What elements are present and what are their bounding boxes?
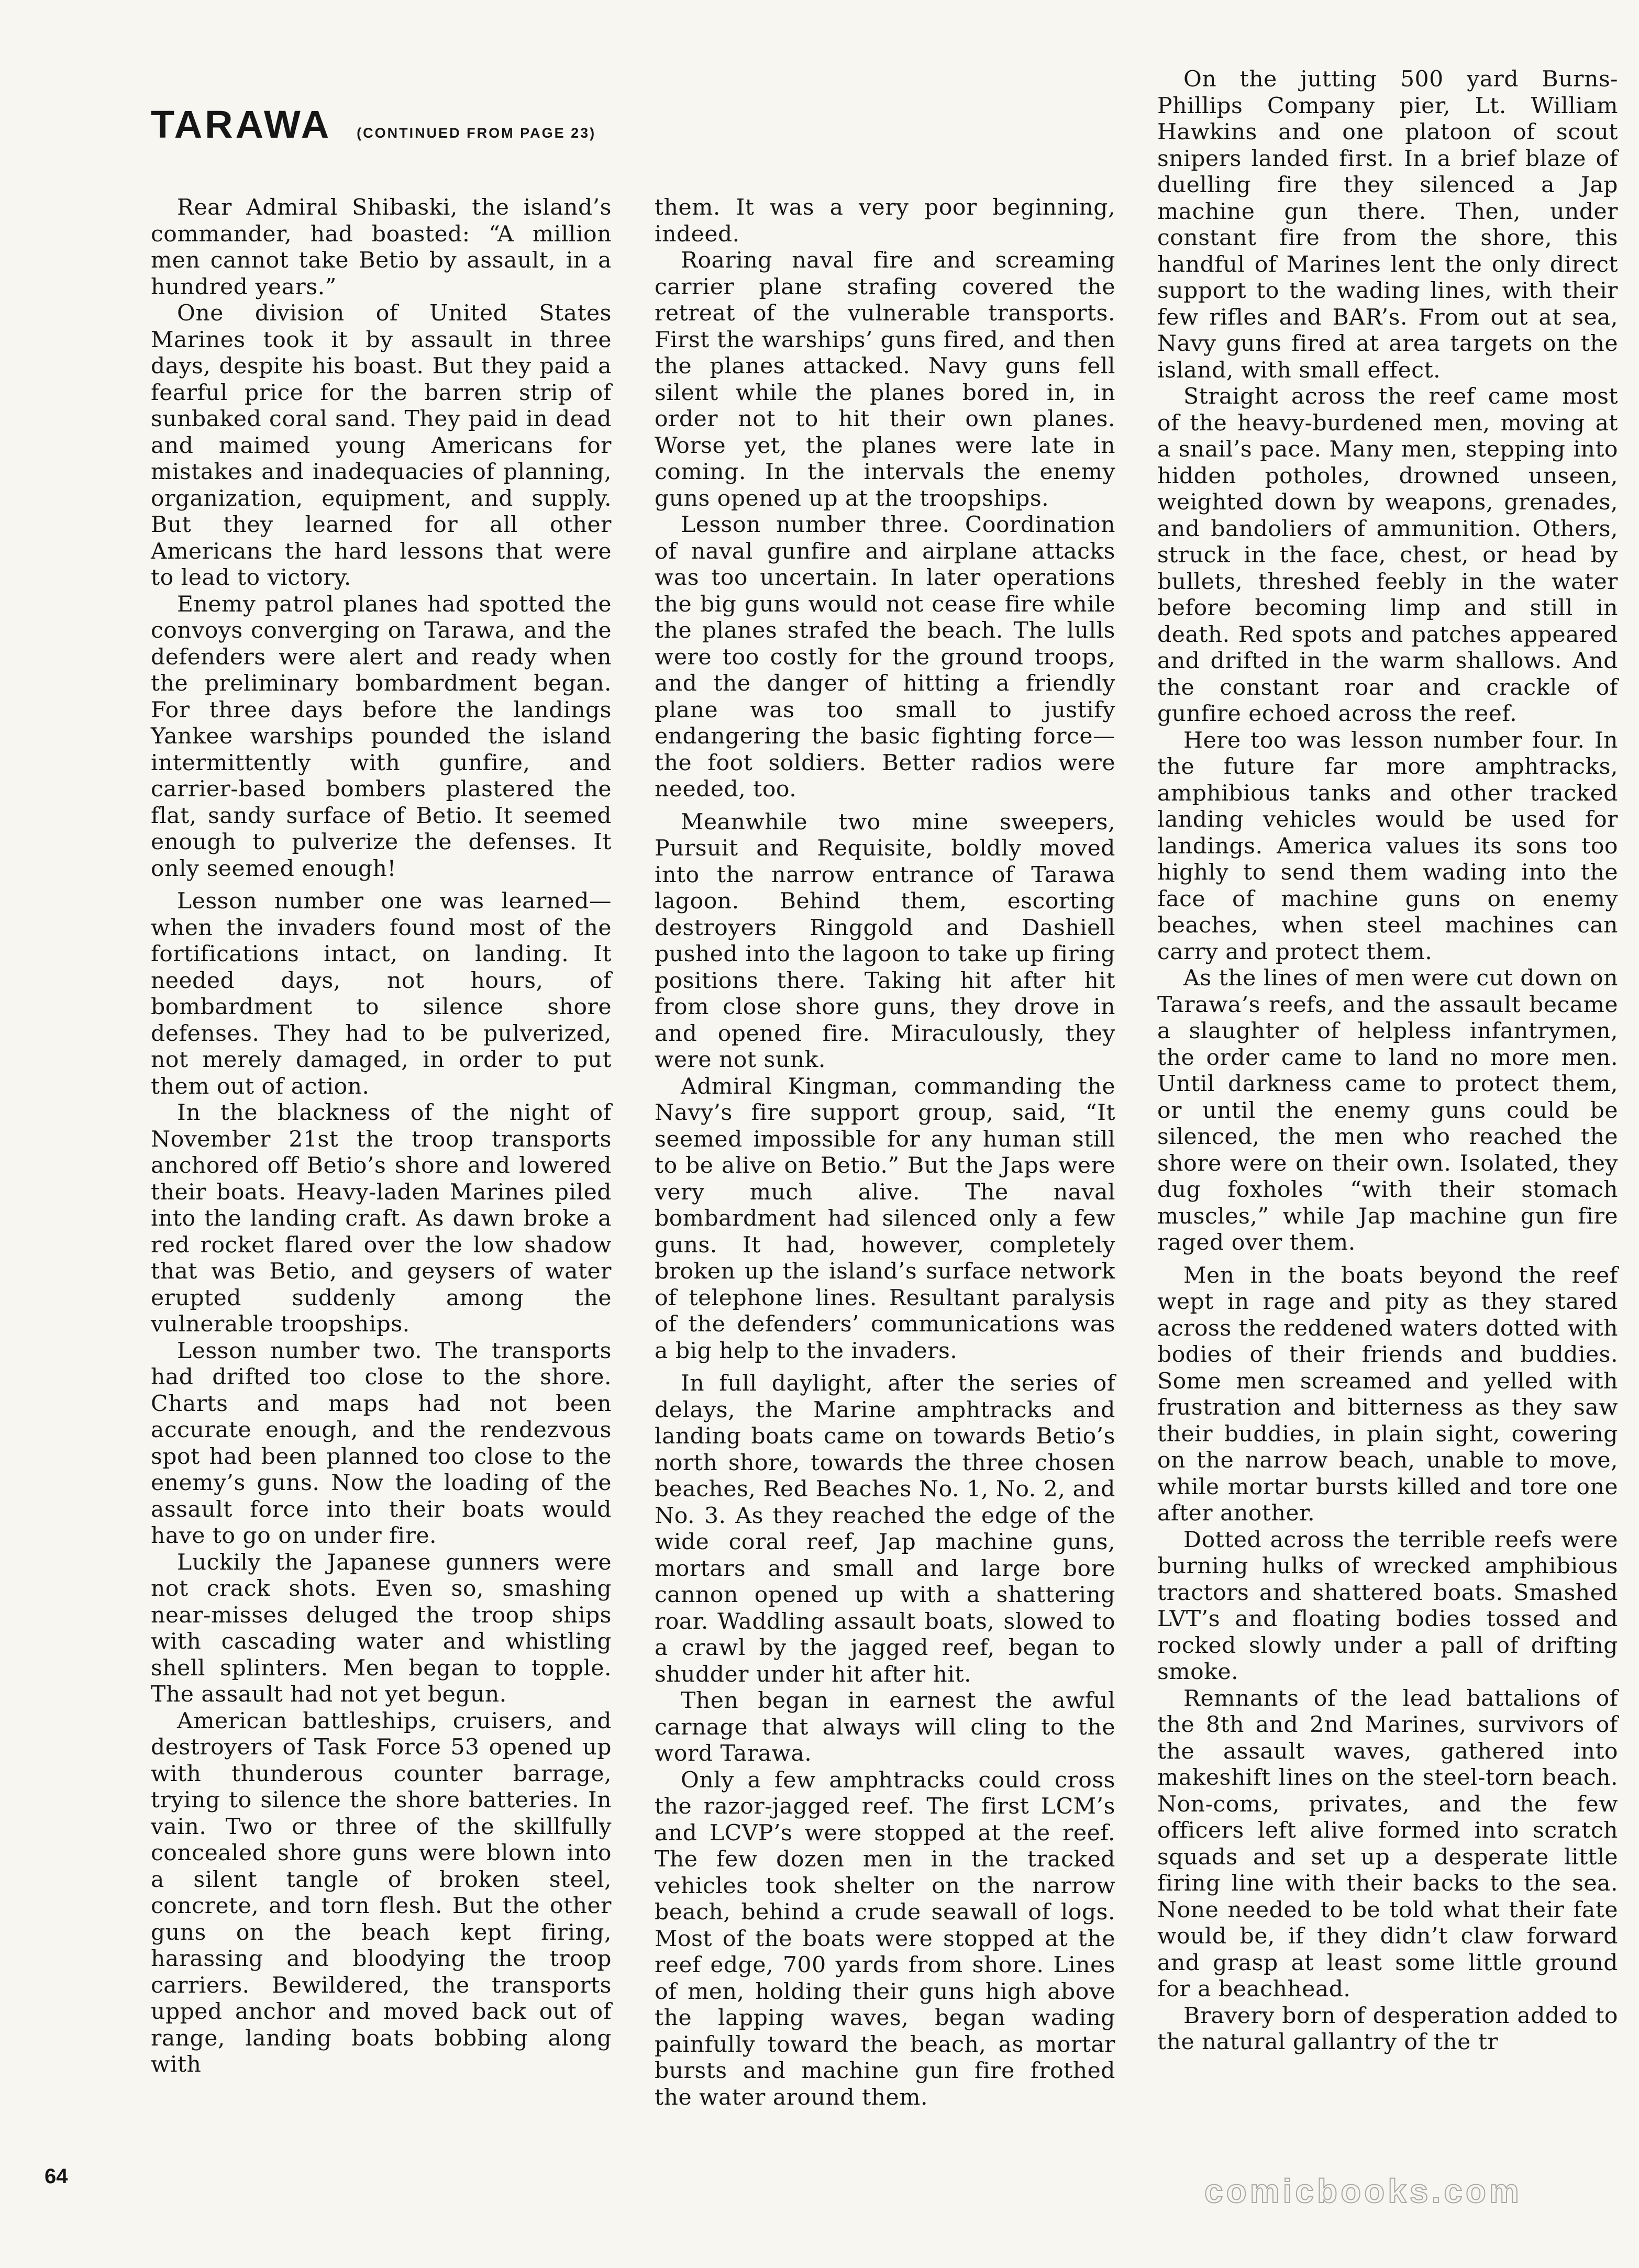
paragraph: Lesson number one was learned—when the invaders found most of the fortifications intact, on landing. It needed days, not hours, of bombardment to silence shore defenses. They had to be pulverized, not merely damaged, in order to put them out of action. [151,888,612,1099]
continued-note: (CONTINUED FROM PAGE 23) [357,125,596,141]
paragraph: Lesson number two. The transports had drifted too close to the shore. Charts and maps had not been accurate enough, and the rendezvous spot had been planned too close to the enemy’s guns. Now the loading of the assault force into their boats would have to go on under fire. [151,1338,612,1549]
paragraph: Lesson number three. Coordination of naval gunfire and airplane attacks was too uncertain. In later operations the big guns would not cease fire while the planes strafed the beach. The lulls were too costly for the ground troops, and the danger of hitting a friendly plane was too small to justify endangering the basic fighting force—the foot soldiers. Better radios were needed, too. [655,512,1115,802]
paragraph: As the lines of men were cut down on Tarawa’s reefs, and the assault became a slaughter of helpless infantrymen, the order came to land no more men. Until darkness came to protect them, or until the enemy guns could be silenced, the men who reached the shore were on their own. Isolated, they dug foxholes “with their stomach muscles,” while Jap machine gun fire raged over them. [1157,965,1618,1255]
paragraph: Meanwhile two mine sweepers, Pursuit and Requisite, boldly moved into the narrow entrance of Tarawa lagoon. Behind them, escorting destroyers Ringgold and Dashiell pushed into the lagoon to take up firing positions there. Taking hit after hit from close shore guns, they drove in and opened fire. Miraculously, they were not sunk. [655,809,1115,1073]
paragraph: Admiral Kingman, commanding the Navy’s fire support group, said, “It seemed impossible for any human still to be alive on Betio.” But the Japs were very much alive. The naval bombardment had silenced only a few guns. It had, however, completely broken up the island’s surface network of telephone lines. Resultant paralysis of the defenders’ communications was a big help to the invaders. [655,1073,1115,1364]
paragraph: Rear Admiral Shibaski, the island’s commander, had boasted: “A million men cannot take Betio by assault, in a hundred years.” [151,195,612,300]
article-title: TARAWA [151,103,332,146]
paragraph: In full daylight, after the series of delays, the Marine amphtracks and landing boats came on towards Betio’s north shore, towards the three chosen beaches, Red Beaches No. 1, No. 2, and No. 3. As they reached the edge of the wide coral reef, Jap machine guns, mortars and small and large bore cannon opened up with a shattering roar. Waddling assault boats, slowed to a crawl by the jagged reef, began to shudder under hit after hit. [655,1371,1115,1687]
paragraph: Straight across the reef came most of the heavy-burdened men, moving at a snail’s pace. Many men, stepping into hidden potholes, drowned unseen, weighted down by weapons, grenades, and bandoliers of ammunition. Others, struck in the face, chest, or head by bullets, threshed feebly in the water before becoming limp and still in death. Red spots and patches appeared and drifted in the warm shallows. And the constant roar and crackle of gunfire echoed across the reef. [1157,384,1618,727]
paragraph: One division of United States Marines took it by assault in three days, despite his boast. But they paid a fearful price for the barren strip of sunbaked coral sand. They paid in dead and maimed young Americans for mistakes and inadequacies of planning, organization, equipment, and supply. But they learned for all other Americans the hard lessons that were to lead to victory. [151,301,612,591]
text-column-3 [1157,66,1618,2056]
paragraph: them. It was a very poor beginning, indeed. [655,195,1115,247]
watermark: comicbooks.com [1204,2172,1522,2210]
paragraph: Bravery born of desperation added to the natural gallantry of the tr [1157,2003,1618,2055]
paragraph: American battleships, cruisers, and destroyers of Task Force 53 opened up with thunderous counter barrage, trying to silence the shore batteries. In vain. Two or three of the skillfully concealed shore guns were blown into a silent tangle of broken steel, concrete, and torn flesh. But the other guns on the beach kept firing, harassing and bloodying the troop carriers. Bewildered, the transports upped anchor and moved back out of range, landing boats bobbing along with [151,1708,612,2077]
paragraph: Roaring naval fire and screaming carrier plane strafing covered the retreat of the vulnerable transports. First the warships’ guns fired, and then the planes attacked. Navy guns fell silent while the planes bored in, in order not to hit their own planes. Worse yet, the planes were late in coming. In the intervals the enemy guns opened up at the troopships. [655,248,1115,512]
text-column-2 [655,195,1115,2111]
paragraph: Luckily the Japanese gunners were not crack shots. Even so, smashing near-misses deluged the troop ships with cascading water and whistling shell splinters. Men began to topple. The assault had not yet begun. [151,1549,612,1707]
article-header [151,102,596,147]
paragraph: Then began in earnest the awful carnage that always will cling to the word Tarawa. [655,1688,1115,1766]
paragraph: Only a few amphtracks could cross the razor-jagged reef. The first LCM’s and LCVP’s were stopped at the reef. The few dozen men in the tracked vehicles took shelter on the narrow beach, behind a crude seawall of logs. Most of the boats were stopped at the reef edge, 700 yards from shore. Lines of men, holding their guns high above the lapping waves, began wading painfully toward the beach, as mortar bursts and machine gun fire frothed the water around them. [655,1767,1115,2110]
page-number: 64 [45,2165,68,2188]
paragraph: Remnants of the lead battalions of the 8th and 2nd Marines, survivors of the assault waves, gathered into makeshift lines on the steel-torn beach. Non-coms, privates, and the few officers left alive formed into scratch squads and set up a desperate little firing line with their backs to the sea. None needed to be told what their fate would be, if they didn’t claw forward and grasp at least some little ground for a beachhead. [1157,1685,1618,2002]
paragraph: Enemy patrol planes had spotted the convoys converging on Tarawa, and the defenders were alert and ready when the preliminary bombardment began. For three days before the landings Yankee warships pounded the island intermittently with gunfire, and carrier-based bombers plastered the flat, sandy surface of Betio. It seemed enough to pulverize the defenses. It only seemed enough! [151,591,612,882]
paragraph: Dotted across the terrible reefs were burning hulks of wrecked amphibious tractors and shattered boats. Smashed LVT’s and floating bodies tossed and rocked slowly under a pall of drifting smoke. [1157,1527,1618,1685]
paragraph: Here too was lesson number four. In the future far more amphtracks, amphibious tanks and other tracked landing vehicles would be used for landings. America values its sons too highly to send them wading into the face of machine guns on enemy beaches, when steel machines can carry and protect them. [1157,727,1618,965]
paragraph: In the blackness of the night of November 21st the troop transports anchored off Betio’s shore and lowered their boats. Heavy-laden Marines piled into the landing craft. As dawn broke a red rocket flared over the low shadow that was Betio, and geysers of water erupted suddenly among the vulnerable troopships. [151,1100,612,1337]
text-column-1 [151,195,612,2078]
paragraph: Men in the boats beyond the reef wept in rage and pity as they stared across the reddened waters dotted with bodies of their friends and buddies. Some men screamed and yelled with frustration and bitterness as they saw their buddies, in plain sight, cowering on the narrow beach, unable to move, while mortar bursts killed and tore one after another. [1157,1262,1618,1526]
paragraph: On the jutting 500 yard Burns-Phillips Company pier, Lt. William Hawkins and one platoon of scout snipers landed first. In a brief blaze of duelling fire they silenced a Jap machine gun there. Then, under constant fire from the shore, this handful of Marines lent the only direct support to the wading lines, with their few rifles and BAR’s. From out at sea, Navy guns fired at area targets on the island, with small effect. [1157,66,1618,383]
